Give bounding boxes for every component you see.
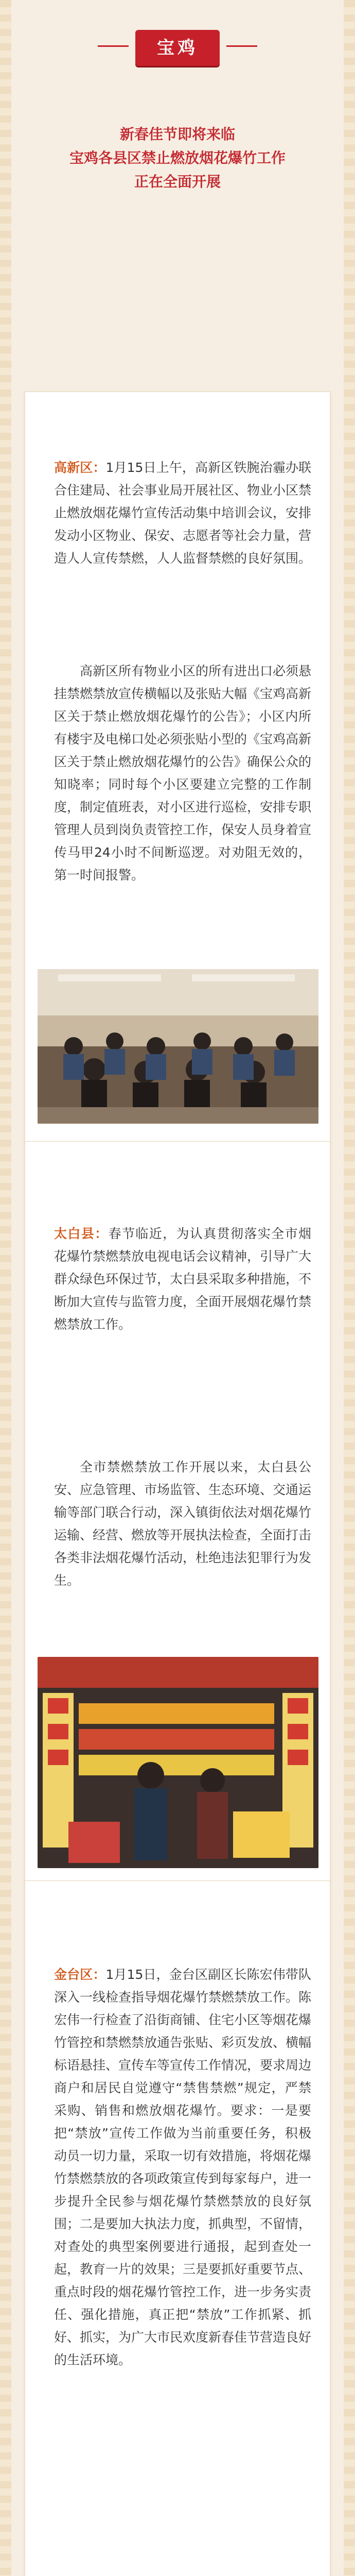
headline-line-2: 宝鸡各县区禁止燃放烟花爆竹工作 (69, 149, 286, 166)
city-tag-label: 宝鸡 (135, 30, 220, 66)
headline (31, 123, 324, 194)
meeting-photo-illustration (38, 969, 318, 1124)
section-card-gaoxin (25, 392, 330, 1144)
gaoxin-meeting-photo (38, 969, 318, 1124)
jintai-lead: 金台区： (54, 1967, 106, 1982)
tag-line-left (98, 45, 129, 47)
section-card-taibai (25, 1141, 330, 1883)
city-tag (0, 30, 355, 66)
headline-line-1: 新春佳节即将来临 (119, 126, 235, 143)
section-card-jintai (25, 1880, 330, 2576)
gaoxin-paragraph-1 (54, 456, 311, 570)
jintai-paragraph-1 (54, 1963, 311, 2371)
headline-line-3: 正在全面开展 (134, 173, 221, 190)
tag-line-right (226, 45, 257, 47)
taibai-text-1: 春节临近，为认真贯彻落实全市烟花爆竹禁燃禁放电视电话会议精神，引导广大群众绿色环保过节，太白县采取多种措施，不断加大宣传与监管力度，全面开展烟花爆竹禁燃禁放工作。 (54, 1226, 312, 1332)
shop-inspection-illustration (38, 1657, 318, 1868)
gaoxin-paragraph-2: 高新区所有物业小区的所有进出口必须悬挂禁燃禁放宣传横幅以及张贴大幅《宝鸡高新区关于禁止燃放烟花爆竹的公告》；小区内所有楼宇及电梯口处必须张贴小型的《宝鸡高新区关于禁止燃放烟花爆竹的公告》确保公众的知晓率；同时每个小区要建立完整的工作制度，制定值班表，对小区进行巡检，安排专职管理人员到岗负责管控工作，保安人员身着宣传马甲24小时不间断巡逻。对劝阻无效的，第一时间报警。 (54, 664, 312, 883)
taibai-lead: 太白县： (54, 1226, 109, 1241)
jintai-text-1: 1月15日，金台区副区长陈宏伟带队深入一线检查指导烟花爆竹禁燃禁放工作。陈宏伟一行检查了沿街商铺、住宅小区等烟花爆竹管控和禁燃禁放通告张贴、彩页发放、横幅标语悬挂、宣传车等宣传工作情况，要求周边商户和居民自觉遵守“禁售禁燃”规定，严禁采购、销售和燃放烟花爆竹。要求：一是要把“禁放”宣传工作做为当前重要任务，积极动员一切力量，采取一切有效措施，将烟花爆竹禁燃禁放的各项政策宣传到每家每户，进一步提升全民参与烟花爆竹禁燃禁放的良好氛围；二是要加大执法力度，抓典型，不留情，对查处的典型案例要进行通报，起到查处一起，教育一片的效果；三是要抓好重要节点、重点时段的烟花爆竹管控工作，进一步务实责任、强化措施，真正把“禁放”工作抓紧、抓好、抓实，为广大市民欢度新春佳节营造良好的生活环境。 (54, 1967, 312, 2367)
taibai-inspection-photo (38, 1657, 318, 1868)
left-border-decoration (0, 0, 11, 2576)
right-border-decoration (344, 0, 355, 2576)
taibai-paragraph-1 (54, 1223, 311, 1336)
gaoxin-lead: 高新区： (54, 460, 106, 475)
taibai-paragraph-2: 全市禁燃禁放工作开展以来，太白县公安、应急管理、市场监管、生态环境、交通运输等部门联合行动，深入镇街依法对烟花爆竹运输、经营、燃放等开展执法检查，全面打击各类非法烟花爆竹活动，杜绝违法犯罪行为发生。 (54, 1460, 312, 1588)
gaoxin-text-1: 1月15日上午，高新区铁腕治霾办联合住建局、社会事业局开展社区、物业小区禁止燃放烟花爆竹宣传活动集中培训会议，安排发动小区物业、保安、志愿者等社会力量，营造人人宣传禁燃，人人监督禁燃的良好氛围。 (54, 460, 312, 566)
